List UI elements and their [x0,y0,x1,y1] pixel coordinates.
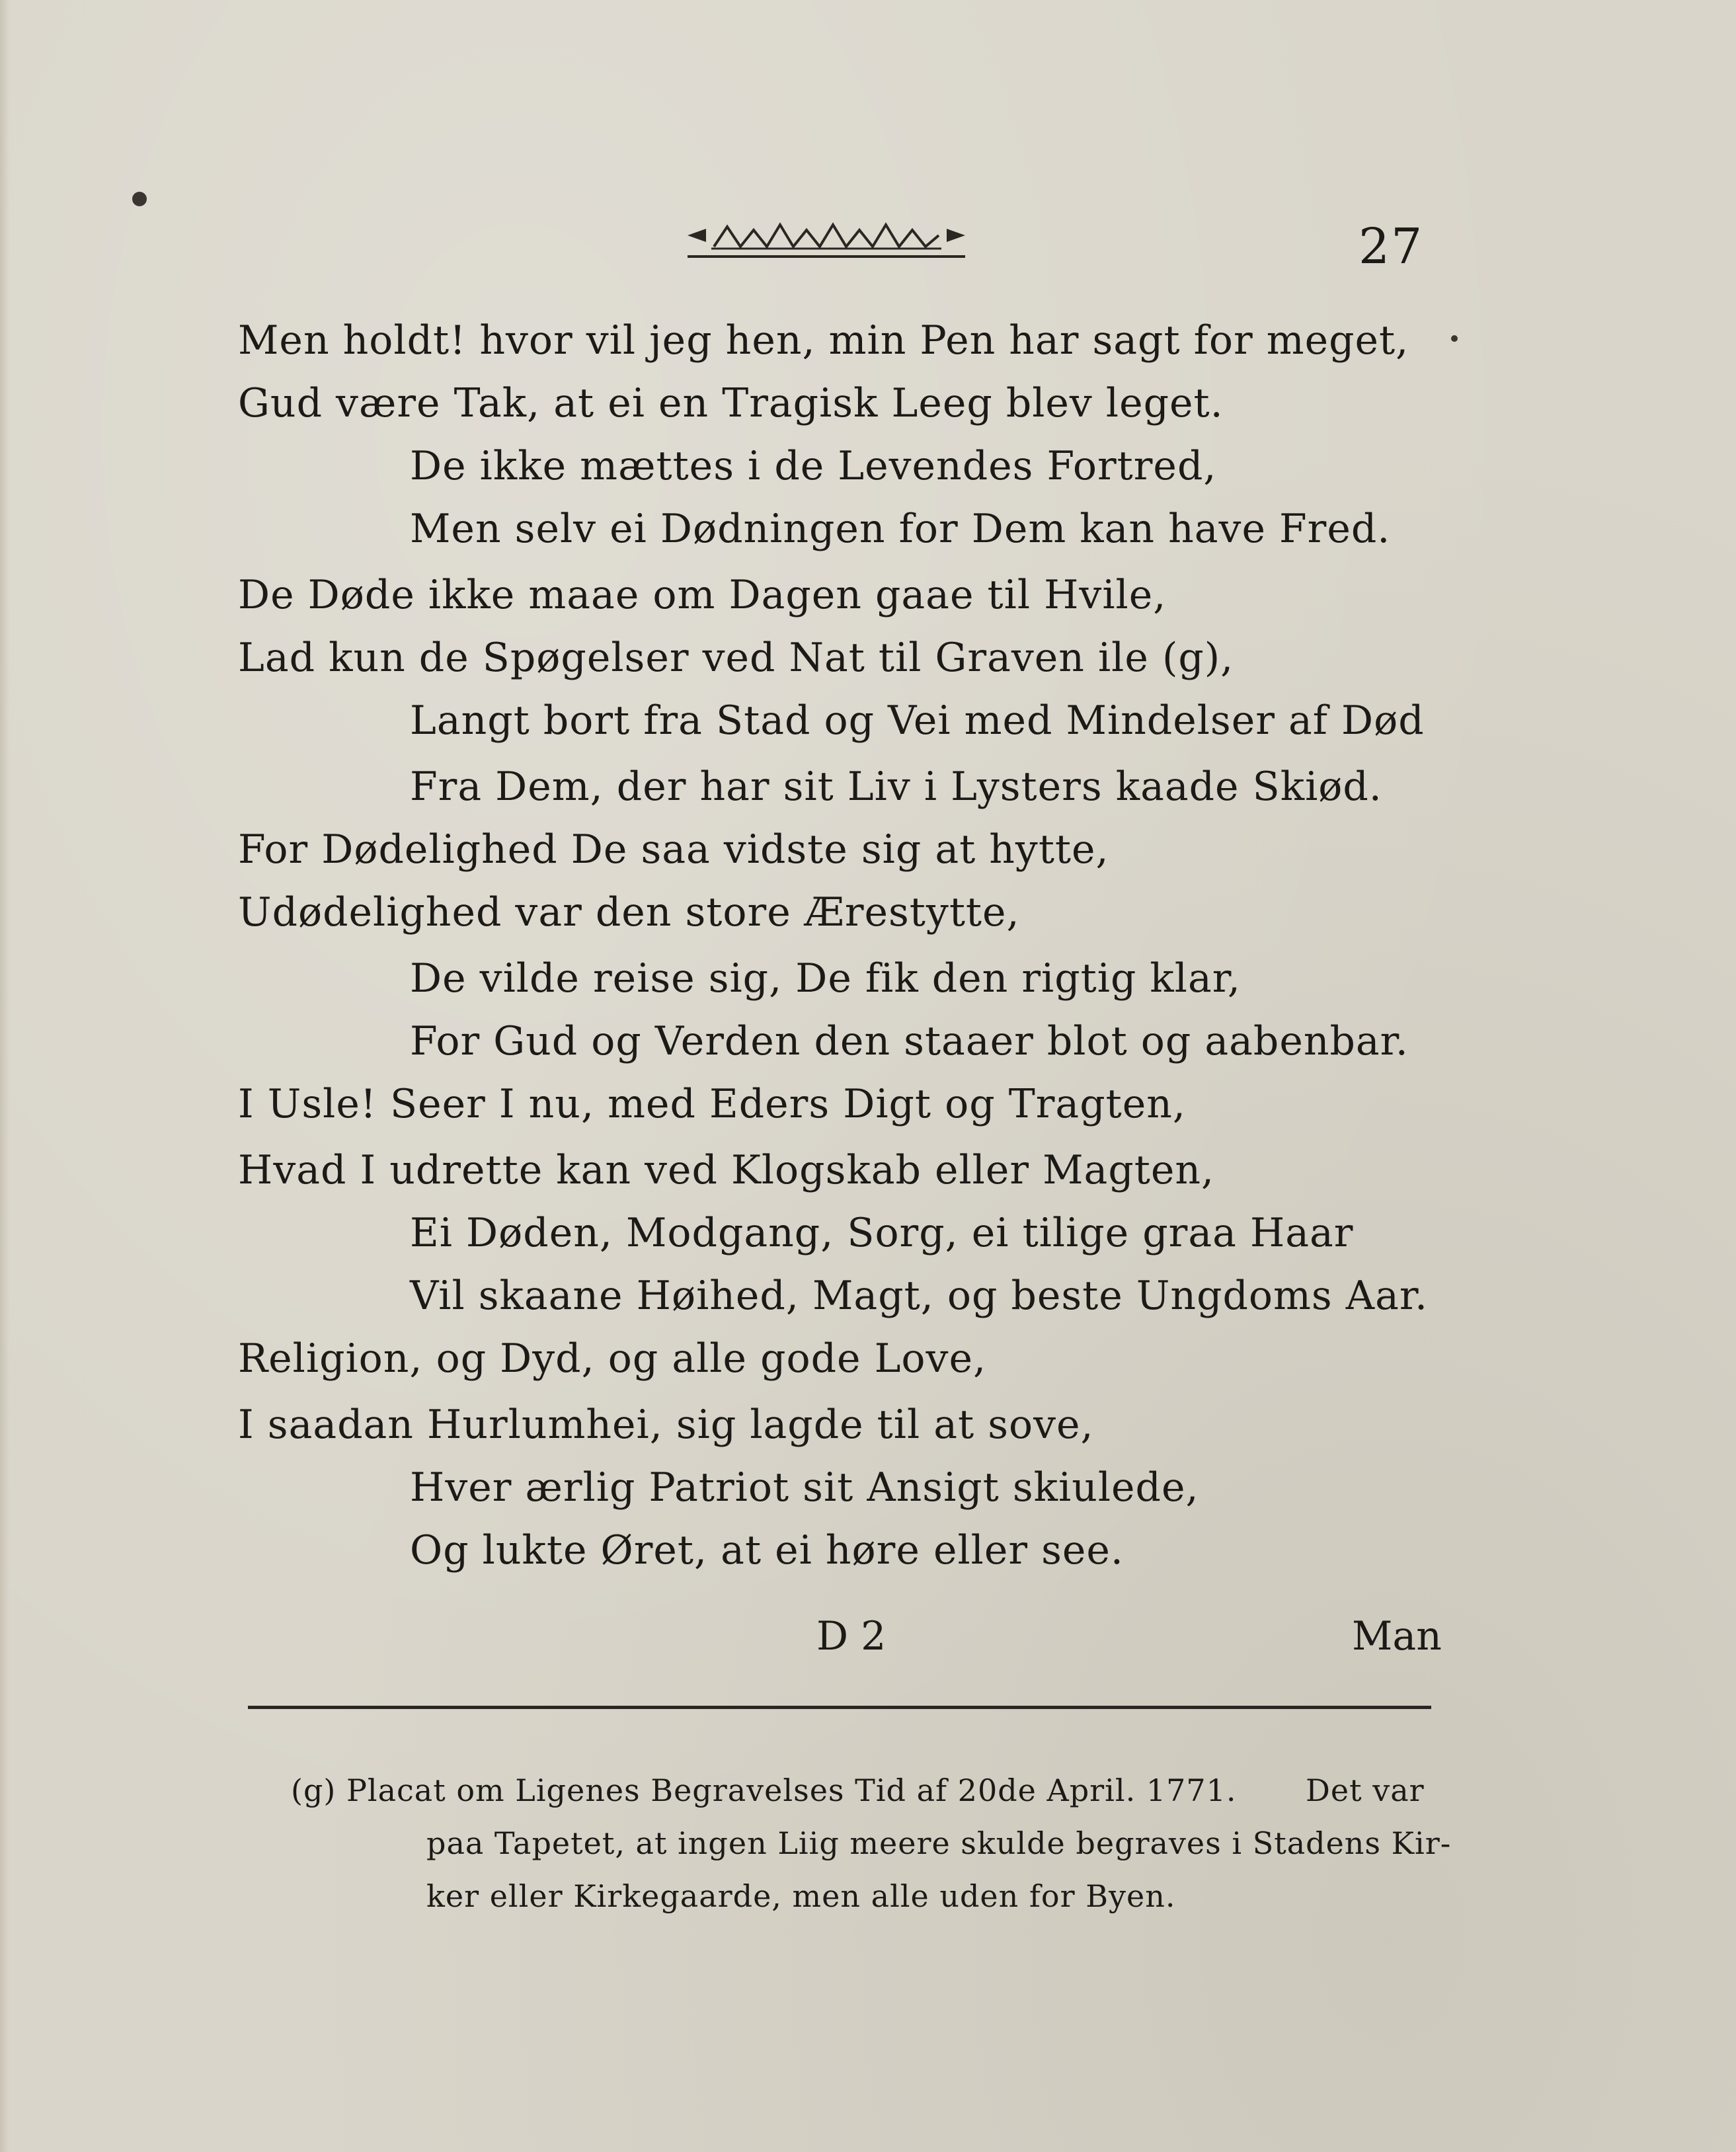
verse-line: Langt bort fra Stad og Vei med Mindelser af Død [410,697,1425,744]
verse-line: De vilde reise sig, De fik den rigtig klar, [410,955,1241,1002]
page-edge-shadow [0,0,9,2152]
verse-line: Udødelighed var den store Ærestytte, [238,889,1020,936]
verse-line: Fra Dem, der har sit Liv i Lysters kaade Skiød. [410,764,1382,810]
verse-line: Religion, og Dyd, og alle gode Love, [238,1335,987,1382]
footnote-line: paa Tapetet, at ingen Liig meere skulde begraves i Stadens Kir- [426,1825,1452,1861]
footnote-line: ker eller Kirkegaarde, men alle uden for Byen. [426,1878,1176,1914]
verse-line: Vil skaane Høihed, Magt, og beste Ungdoms Aar. [410,1273,1429,1319]
footnote-line: Det var [1306,1773,1425,1808]
verse-line: For Gud og Verden den staaer blot og aabenbar. [410,1018,1409,1064]
footnote-line: (g) Placat om Ligenes Begravelses Tid af 20de April. 1771. [291,1773,1237,1808]
signature-mark: D 2 [816,1613,887,1659]
verse-line: Og lukte Øret, at ei høre eller see. [410,1527,1124,1574]
verse-line: Lad kun de Spøgelser ved Nat til Graven ile (g), [238,635,1234,681]
verse-line: De Døde ikke maae om Dagen gaae til Hvile, [238,572,1167,618]
verse-line: Hvad I udrette kan ved Klogskab eller Magten, [238,1147,1215,1193]
verse-line: Hver ærlig Patriot sit Ansigt skiulede, [410,1464,1199,1511]
verse-line: I Usle! Seer I nu, med Eders Digt og Tragten, [238,1081,1186,1127]
ink-speck [132,192,147,206]
catchword: Man [1352,1613,1442,1659]
ink-speck [1451,335,1458,342]
verse-line: De ikke mættes i de Levendes Fortred, [410,443,1217,489]
verse-line: For Dødelighed De saa vidste sig at hytte, [238,826,1109,873]
verse-line: Gud være Tak, at ei en Tragisk Leeg blev leget. [238,380,1224,426]
verse-line: Men selv ei Dødningen for Dem kan have Fred. [410,506,1391,552]
decorative-header-ornament [688,217,965,263]
verse-line: I saadan Hurlumhei, sig lagde til at sove, [238,1402,1094,1448]
footnote-rule [248,1706,1431,1709]
verse-line: Ei Døden, Modgang, Sorg, ei tilige graa Haar [410,1210,1354,1256]
page-number: 27 [1359,218,1424,275]
verse-line: Men holdt! hvor vil jeg hen, min Pen har sagt for meget, [238,317,1409,364]
